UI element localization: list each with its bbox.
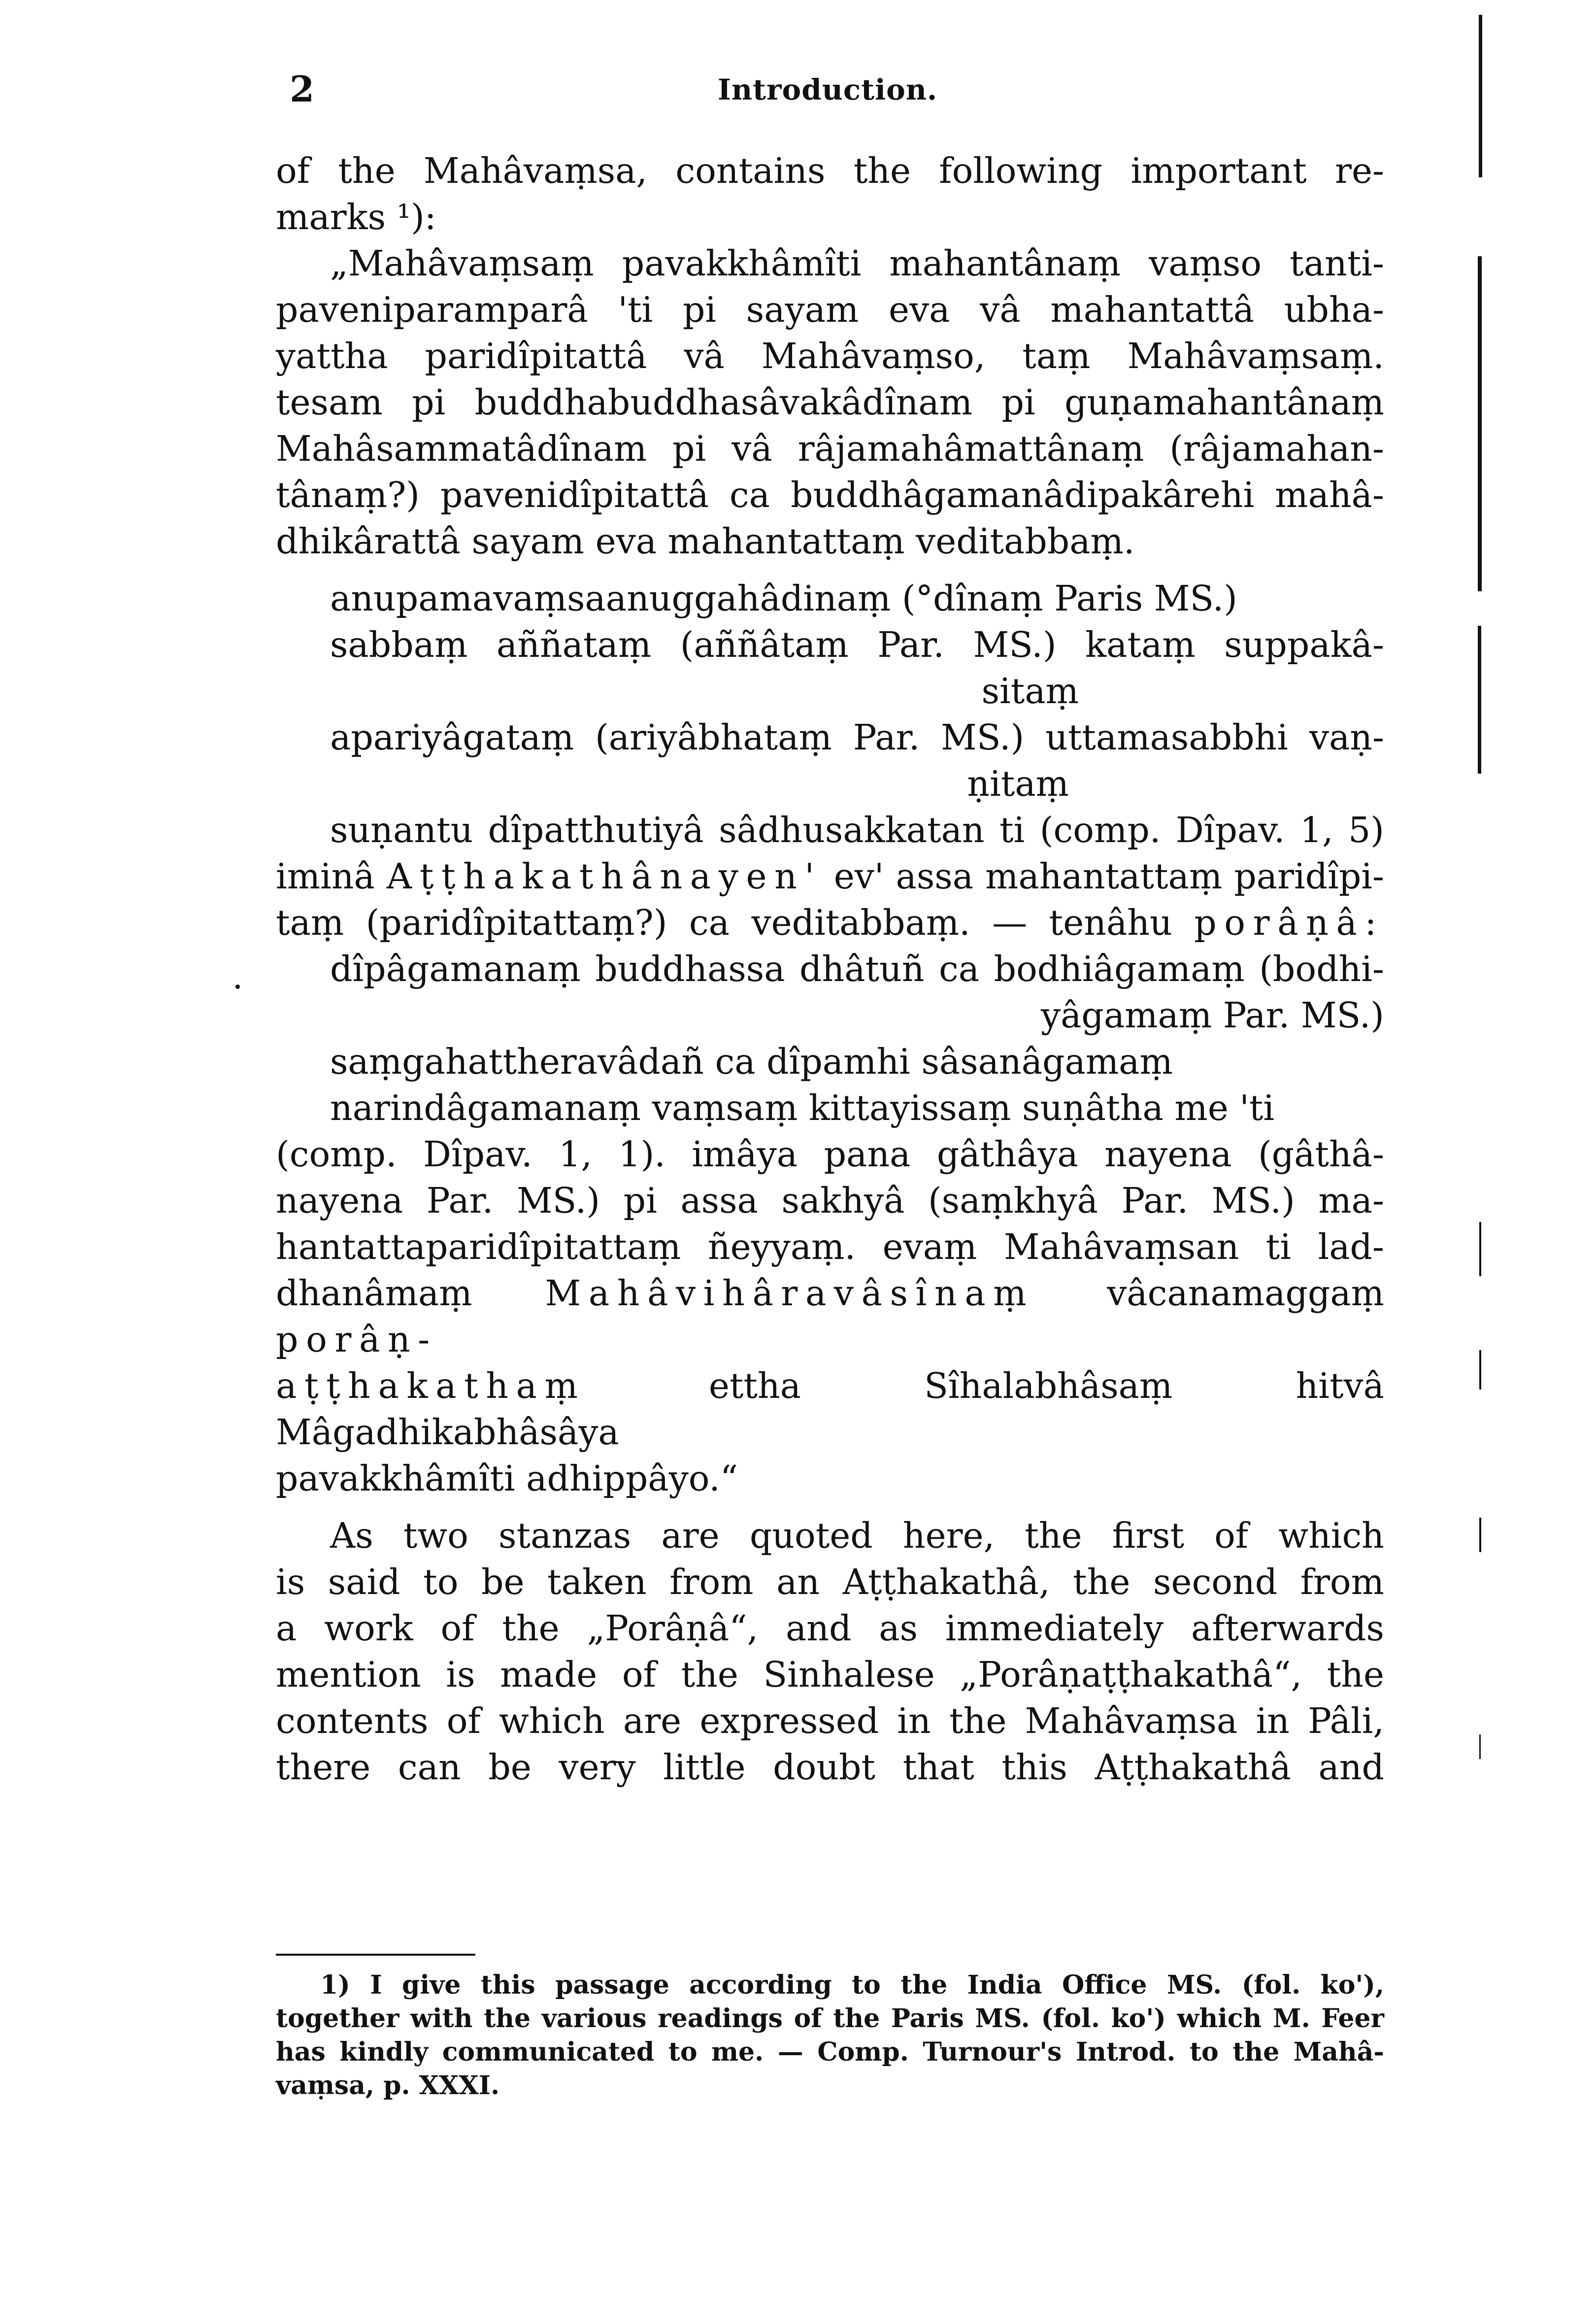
footnote-line: together with the various readings of the Paris MS. (fol. ko') which M. Feer — [276, 2003, 1384, 2034]
spaced-term: Mahâvihâravâsînaṃ — [545, 1273, 1034, 1314]
verse-line: narindâgamanaṃ vaṃsaṃ kittayissaṃ suṇâtha me 'ti — [330, 1087, 1275, 1128]
footnote-divider — [276, 1954, 475, 1956]
verse-block-2 — [276, 946, 1384, 1131]
paragraph — [276, 1513, 1384, 1791]
text-line: pavakkhâmîti adhippâyo.“ — [276, 1458, 738, 1499]
spaced-term: porâṇ- — [276, 1319, 437, 1360]
text-line: tesam pi buddhabuddhasâvakâdînam pi guṇamahantânaṃ — [276, 382, 1384, 423]
text-line: yattha paridîpitattâ vâ Mahâvaṃso, taṃ Mahâvaṃsaṃ. — [276, 336, 1384, 376]
verse-line: apariyâgataṃ (ariyâbhataṃ Par. MS.) uttamasabbhi vaṇ- — [330, 717, 1384, 758]
verse-line: ṇitaṃ — [967, 763, 1069, 804]
text-line: As two stanzas are quoted here, the first of which — [330, 1515, 1384, 1556]
text-line: mention is made of the Sinhalese „Porâṇaṭṭhakathâ“, the — [276, 1654, 1384, 1695]
verse-line: sitaṃ — [981, 671, 1079, 712]
verse-line: dîpâgamanaṃ buddhassa dhâtuñ ca bodhiâgamaṃ (bodhi- — [330, 949, 1384, 989]
text-line: tânaṃ?) pavenidîpitattâ ca buddhâgamanâdipakârehi mahâ- — [276, 475, 1384, 515]
text-line: contents of which are expressed in the Mahâvaṃsa in Pâli, — [276, 1700, 1384, 1741]
text-line: marks ¹): — [276, 197, 436, 237]
verse-block-1 — [276, 576, 1384, 853]
text-line: of the Mahâvaṃsa, contains the following important re- — [276, 150, 1384, 191]
footnote-line: 1) I give this passage according to the India Office MS. (fol. ko'), — [320, 1970, 1384, 2000]
scan-edge-mark — [1479, 1350, 1481, 1390]
footnotes — [276, 1968, 1384, 2103]
scan-dot — [235, 984, 240, 989]
spaced-term: aṭṭhakathaṃ — [276, 1365, 586, 1406]
text-line: nayena Par. MS.) pi assa sakhyâ (saṃkhyâ Par. MS.) ma- — [276, 1180, 1384, 1221]
running-title: Introduction. — [717, 73, 938, 106]
text-line: taṃ (paridîpitattaṃ?) ca veditabbaṃ. — tenâhu porâṇâ: — [276, 902, 1384, 943]
main-text — [276, 148, 1384, 1791]
scan-edge-mark — [1478, 626, 1481, 774]
text-line: is said to be taken from an Aṭṭhakathâ, the second from — [276, 1561, 1384, 1602]
text-line: aṭṭhakathaṃ ettha Sîhalabhâsaṃ hitvâ Mâgadhikabhâsâya — [276, 1365, 1384, 1453]
scan-edge-mark — [1479, 1734, 1481, 1759]
text-line: dhikârattâ sayam eva mahantattaṃ veditabbaṃ. — [276, 521, 1135, 562]
text-line: a work of the „Porâṇâ“, and as immediately afterwards — [276, 1608, 1384, 1649]
text-line: (comp. Dîpav. 1, 1). imâya pana gâthâya nayena (gâthâ- — [276, 1134, 1384, 1175]
text-line: „Mahâvaṃsaṃ pavakkhâmîti mahantânaṃ vaṃso tanti- — [330, 243, 1384, 284]
verse-line: anupamavaṃsaanuggahâdinaṃ (°dînaṃ Paris MS.) — [330, 578, 1237, 619]
scan-edge-mark — [1478, 256, 1482, 591]
page-number: 2 — [290, 68, 315, 110]
footnote-line: vaṃsa, p. XXXI. — [276, 2070, 500, 2101]
spaced-term: Aṭṭhakathânayen' — [386, 856, 822, 897]
quoted-passage — [276, 240, 1384, 287]
scan-edge-mark — [1479, 15, 1482, 177]
verse-line: sabbaṃ aññataṃ (aññâtaṃ Par. MS.) kataṃ suppakâ- — [330, 624, 1384, 665]
verse-line: yâgamaṃ Par. MS.) — [1040, 995, 1384, 1036]
footnote-line: has kindly communicated to me. — Comp. Turnour's Introd. to the Mahâ- — [276, 2037, 1384, 2067]
scan-edge-mark — [1479, 1222, 1481, 1276]
text-line: hantattaparidîpitattaṃ ñeyyaṃ. evaṃ Mahâvaṃsan ti lad- — [276, 1226, 1384, 1267]
page-header — [281, 68, 1374, 117]
text-line: iminâ Aṭṭhakathânayen' ev' assa mahantattaṃ paridîpi- — [276, 856, 1384, 897]
verse-line: saṃgahattheravâdañ ca dîpamhi sâsanâgamaṃ — [330, 1041, 1173, 1082]
verse-line: suṇantu dîpatthutiyâ sâdhusakkatan ti (comp. Dîpav. 1, 5) — [330, 810, 1384, 850]
scan-edge-mark — [1479, 1518, 1481, 1552]
spaced-term: porâṇâ: — [1194, 902, 1384, 943]
text-line: Mahâsammatâdînam pi vâ râjamahâmattânaṃ (râjamahan- — [276, 428, 1384, 469]
text-line: paveniparamparâ 'ti pi sayam eva vâ mahantattâ ubha- — [276, 289, 1384, 330]
text-line: dhanâmaṃ Mahâvihâravâsînaṃ vâcanamaggaṃ porâṇ- — [276, 1273, 1384, 1360]
text-line: there can be very little doubt that this Aṭṭhakathâ and — [276, 1747, 1384, 1788]
